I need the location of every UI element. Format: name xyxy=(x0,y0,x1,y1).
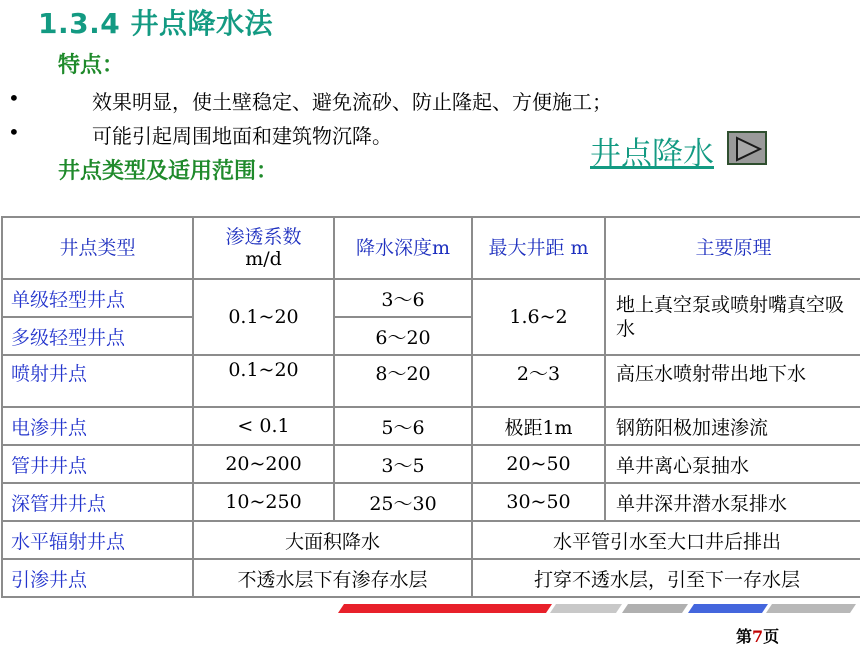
type-cell: 深管井井点 xyxy=(2,483,193,521)
spacing-cell: 20~50 xyxy=(472,445,605,483)
header-type: 井点类型 xyxy=(2,217,193,279)
principle-cell: 单井深井潜水泵排水 xyxy=(605,483,860,521)
coef-cell: 0.1~20 xyxy=(193,279,334,355)
play-button[interactable] xyxy=(727,131,767,165)
depth-cell: 5～6 xyxy=(334,407,472,445)
depth-cell: 6～20 xyxy=(334,317,472,355)
bullet-text-1: 效果明显，使土壁稳定、避免流砂、防止隆起、方便施工； xyxy=(92,90,612,114)
depth-cell: 3～5 xyxy=(334,445,472,483)
depth-cell: 8～20 xyxy=(334,355,472,407)
type-cell: 多级轻型井点 xyxy=(2,317,193,355)
principle-cell: 打穿不透水层，引至下一存水层 xyxy=(472,559,860,597)
header-depth: 降水深度m xyxy=(334,217,472,279)
type-cell: 水平辐射井点 xyxy=(2,521,193,559)
header-principle: 主要原理 xyxy=(605,217,860,279)
application-cell: 不透水层下有渗存水层 xyxy=(193,559,472,597)
bullet-marker: • xyxy=(8,86,20,110)
well-point-types-table xyxy=(1,216,860,598)
page-number-value: 7 xyxy=(752,627,764,646)
principle-cell: 高压水喷射带出地下水 xyxy=(605,355,860,407)
features-heading: 特点： xyxy=(58,53,125,78)
table-row xyxy=(2,355,860,407)
depth-cell: 3～6 xyxy=(334,279,472,317)
slide-title: 1.3.4 井点降水法 xyxy=(38,7,273,40)
type-cell: 单级轻型井点 xyxy=(2,279,193,317)
header-coefficient xyxy=(193,217,334,279)
header-spacing: 最大井距 m xyxy=(472,217,605,279)
coef-cell: 20~200 xyxy=(193,445,334,483)
play-triangle-icon xyxy=(734,136,762,162)
type-cell: 电渗井点 xyxy=(2,407,193,445)
table-row xyxy=(2,521,860,559)
coef-cell: 10~250 xyxy=(193,483,334,521)
principle-cell: 地上真空泵或喷射嘴真空吸水 xyxy=(605,279,860,355)
footer-decoration-bar xyxy=(330,600,860,616)
page-suffix: 页 xyxy=(763,627,780,646)
type-cell: 引渗井点 xyxy=(2,559,193,597)
type-cell: 管井井点 xyxy=(2,445,193,483)
table-row xyxy=(2,559,860,597)
table-row xyxy=(2,483,860,521)
spacing-cell: 2～3 xyxy=(472,355,605,407)
application-cell: 大面积降水 xyxy=(193,521,472,559)
header-coefficient-label: 渗透系数 xyxy=(225,226,302,248)
table-row xyxy=(2,279,860,317)
principle-cell: 单井离心泵抽水 xyxy=(605,445,860,483)
page-prefix: 第 xyxy=(736,627,753,646)
bullet-text-2: 可能引起周围地面和建筑物沉降。 xyxy=(92,124,392,148)
principle-cell: 钢筋阳极加速渗流 xyxy=(605,407,860,445)
table-row xyxy=(2,407,860,445)
coef-cell: 0.1~20 xyxy=(193,355,334,407)
coef-cell: < 0.1 xyxy=(193,407,334,445)
types-heading: 井点类型及适用范围： xyxy=(58,159,279,184)
well-point-dewatering-link[interactable]: 井点降水 xyxy=(590,136,714,172)
page-number xyxy=(736,624,779,647)
depth-cell: 25～30 xyxy=(334,483,472,521)
type-cell: 喷射井点 xyxy=(2,355,193,407)
table-header-row xyxy=(2,217,860,279)
table-row xyxy=(2,445,860,483)
spacing-cell: 30~50 xyxy=(472,483,605,521)
spacing-cell: 极距1m xyxy=(472,407,605,445)
header-coefficient-unit: m/d xyxy=(245,248,282,270)
spacing-cell: 1.6~2 xyxy=(472,279,605,355)
bullet-marker: • xyxy=(8,120,20,144)
principle-cell: 水平管引水至大口井后排出 xyxy=(472,521,860,559)
